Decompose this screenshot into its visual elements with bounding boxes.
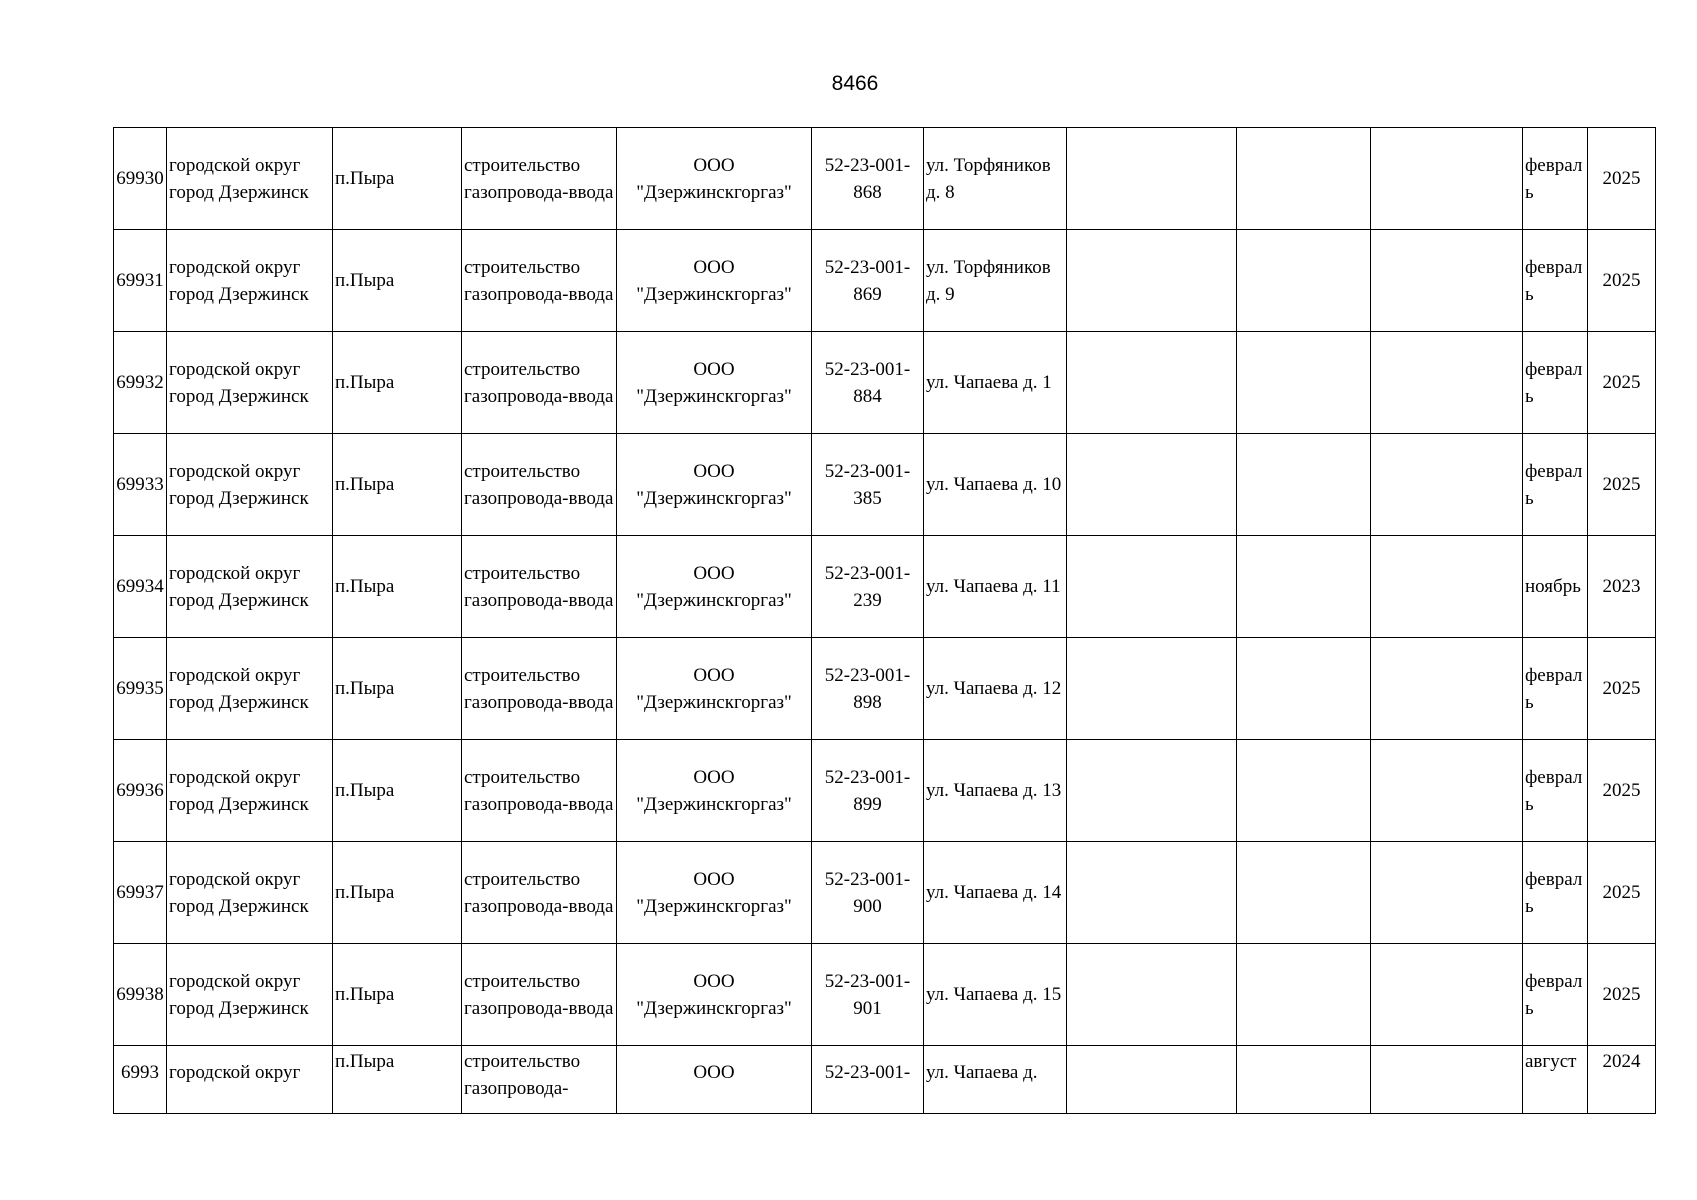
organization-text: "Дзержинскгоргаз" — [636, 691, 792, 713]
code-text: 52-23-001- — [824, 460, 911, 482]
municipality-cell — [167, 740, 333, 842]
empty-cell — [1067, 740, 1237, 842]
empty-cell — [1371, 434, 1523, 536]
municipality-text: городской округ — [169, 1062, 301, 1083]
year-text: 2025 — [1602, 678, 1641, 699]
empty-cell — [1237, 536, 1371, 638]
empty-cell — [1067, 944, 1237, 1046]
row-id-text: 69936 — [116, 780, 164, 801]
address-text: ул. Чапаева д. 14 — [926, 882, 1062, 903]
row-id-text: 69932 — [116, 372, 164, 393]
address-cell — [924, 230, 1067, 332]
code-cell — [812, 536, 924, 638]
registry-table — [113, 127, 1656, 1114]
code-text: 239 — [853, 589, 882, 611]
settlement-text: п.Пыра — [335, 576, 395, 597]
row-id-cell — [114, 1046, 167, 1114]
settlement-cell — [333, 944, 462, 1046]
table-row — [114, 332, 1656, 434]
code-text: 385 — [853, 487, 882, 509]
row-id-cell — [114, 332, 167, 434]
row-id-cell — [114, 638, 167, 740]
code-cell — [812, 740, 924, 842]
settlement-text: п.Пыра — [335, 882, 395, 903]
work-type-text: строительство газопровода-ввода — [464, 664, 614, 713]
month-text: февраль — [1525, 766, 1583, 815]
organization-text: ООО — [693, 154, 735, 176]
code-cell — [812, 230, 924, 332]
organization-text: ООО — [693, 664, 735, 686]
month-cell — [1523, 230, 1588, 332]
address-cell — [924, 128, 1067, 230]
code-cell — [812, 944, 924, 1046]
work-type-cell — [462, 1046, 617, 1114]
empty-cell — [1067, 842, 1237, 944]
empty-cell — [1067, 434, 1237, 536]
empty-cell — [1237, 332, 1371, 434]
address-text: ул. Чапаева д. — [926, 1062, 1038, 1083]
organization-text: ООО — [693, 460, 735, 482]
year-cell — [1588, 1046, 1656, 1114]
address-cell — [924, 944, 1067, 1046]
month-cell — [1523, 434, 1588, 536]
address-cell — [924, 842, 1067, 944]
municipality-text: городской округ город Дзержинск — [169, 256, 309, 305]
year-cell — [1588, 638, 1656, 740]
work-type-text: строительство газопровода-ввода — [464, 562, 614, 611]
code-text: 52-23-001- — [824, 664, 911, 686]
row-id-text: 6993 — [121, 1062, 159, 1083]
organization-cell — [617, 638, 812, 740]
code-cell — [812, 638, 924, 740]
municipality-text: городской округ город Дзержинск — [169, 664, 309, 713]
organization-text: "Дзержинскгоргаз" — [636, 181, 792, 203]
month-text: февраль — [1525, 256, 1583, 305]
empty-cell — [1067, 332, 1237, 434]
year-cell — [1588, 944, 1656, 1046]
municipality-cell — [167, 638, 333, 740]
row-id-text: 69933 — [116, 474, 164, 495]
settlement-cell — [333, 842, 462, 944]
settlement-cell — [333, 536, 462, 638]
organization-text: ООО — [693, 766, 735, 788]
address-cell — [924, 434, 1067, 536]
year-cell — [1588, 230, 1656, 332]
code-cell — [812, 842, 924, 944]
work-type-cell — [462, 332, 617, 434]
code-text: 52-23-001- — [824, 562, 911, 584]
organization-cell — [617, 1046, 812, 1114]
row-id-text: 69935 — [116, 678, 164, 699]
code-text: 52-23-001- — [824, 256, 911, 278]
empty-cell — [1237, 230, 1371, 332]
year-text: 2025 — [1602, 984, 1641, 1005]
row-id-text: 69937 — [116, 882, 164, 903]
municipality-cell — [167, 1046, 333, 1114]
settlement-cell — [333, 1046, 462, 1114]
year-text: 2025 — [1602, 372, 1641, 393]
organization-text: ООО — [693, 358, 735, 380]
month-text: август — [1525, 1051, 1577, 1072]
month-cell — [1523, 740, 1588, 842]
organization-cell — [617, 740, 812, 842]
row-id-cell — [114, 434, 167, 536]
organization-cell — [617, 332, 812, 434]
code-text: 900 — [853, 895, 882, 917]
code-text: 52-23-001- — [824, 358, 911, 380]
work-type-cell — [462, 434, 617, 536]
code-text: 899 — [853, 793, 882, 815]
month-cell — [1523, 638, 1588, 740]
year-text: 2024 — [1602, 1051, 1641, 1072]
work-type-text: строительство газопровода-ввода — [464, 970, 614, 1019]
code-text: 52-23-001- — [824, 868, 911, 890]
code-text: 901 — [853, 997, 882, 1019]
month-text: февраль — [1525, 970, 1583, 1019]
year-text: 2025 — [1602, 270, 1641, 291]
code-text: 868 — [853, 181, 882, 203]
settlement-cell — [333, 128, 462, 230]
empty-cell — [1237, 1046, 1371, 1114]
code-text: 52-23-001- — [824, 766, 911, 788]
row-id-text: 69930 — [116, 168, 164, 189]
year-text: 2025 — [1602, 474, 1641, 495]
settlement-cell — [333, 638, 462, 740]
address-cell — [924, 740, 1067, 842]
year-cell — [1588, 434, 1656, 536]
empty-cell — [1237, 434, 1371, 536]
organization-cell — [617, 536, 812, 638]
organization-text: "Дзержинскгоргаз" — [636, 895, 792, 917]
year-cell — [1588, 842, 1656, 944]
organization-cell — [617, 128, 812, 230]
month-text: ноябрь — [1525, 576, 1581, 597]
organization-text: ООО — [693, 1062, 735, 1083]
code-text: 869 — [853, 283, 882, 305]
row-id-cell — [114, 842, 167, 944]
row-id-cell — [114, 944, 167, 1046]
work-type-cell — [462, 842, 617, 944]
settlement-cell — [333, 434, 462, 536]
year-text: 2025 — [1602, 168, 1641, 189]
settlement-text: п.Пыра — [335, 474, 395, 495]
empty-cell — [1067, 128, 1237, 230]
settlement-cell — [333, 740, 462, 842]
row-id-text: 69931 — [116, 270, 164, 291]
table-row — [114, 740, 1656, 842]
organization-cell — [617, 944, 812, 1046]
organization-text: "Дзержинскгоргаз" — [636, 487, 792, 509]
settlement-text: п.Пыра — [335, 372, 395, 393]
organization-text: ООО — [693, 562, 735, 584]
table-row — [114, 842, 1656, 944]
table-row — [114, 1046, 1656, 1114]
year-text: 2023 — [1602, 576, 1641, 597]
settlement-text: п.Пыра — [335, 168, 395, 189]
registry-body — [114, 128, 1656, 1114]
empty-cell — [1067, 230, 1237, 332]
month-cell — [1523, 1046, 1588, 1114]
table-row — [114, 536, 1656, 638]
row-id-text: 69938 — [116, 984, 164, 1005]
row-id-cell — [114, 536, 167, 638]
organization-cell — [617, 842, 812, 944]
organization-text: "Дзержинскгоргаз" — [636, 793, 792, 815]
municipality-text: городской округ город Дзержинск — [169, 562, 309, 611]
code-text: 884 — [853, 385, 882, 407]
code-text: 52-23-001- — [824, 1062, 911, 1083]
organization-text: "Дзержинскгоргаз" — [636, 589, 792, 611]
organization-cell — [617, 434, 812, 536]
empty-cell — [1067, 536, 1237, 638]
organization-text: "Дзержинскгоргаз" — [636, 385, 792, 407]
code-text: 898 — [853, 691, 882, 713]
empty-cell — [1371, 638, 1523, 740]
settlement-text: п.Пыра — [335, 780, 395, 801]
municipality-cell — [167, 842, 333, 944]
empty-cell — [1237, 842, 1371, 944]
empty-cell — [1237, 638, 1371, 740]
work-type-cell — [462, 230, 617, 332]
settlement-text: п.Пыра — [335, 984, 395, 1005]
organization-cell — [617, 230, 812, 332]
year-cell — [1588, 128, 1656, 230]
address-text: ул. Чапаева д. 11 — [926, 576, 1061, 597]
month-text: февраль — [1525, 358, 1583, 407]
settlement-text: п.Пыра — [335, 270, 395, 291]
municipality-text: городской округ город Дзержинск — [169, 970, 309, 1019]
work-type-text: строительство газопровода-ввода — [464, 868, 614, 917]
work-type-text: строительство газопровода- — [464, 1051, 581, 1099]
year-cell — [1588, 740, 1656, 842]
municipality-text: городской округ город Дзержинск — [169, 766, 309, 815]
month-text: февраль — [1525, 868, 1583, 917]
work-type-cell — [462, 944, 617, 1046]
work-type-text: строительство газопровода-ввода — [464, 766, 614, 815]
address-text: ул. Чапаева д. 13 — [926, 780, 1062, 801]
address-cell — [924, 536, 1067, 638]
address-text: ул. Торфяников д. 9 — [926, 256, 1051, 305]
settlement-cell — [333, 332, 462, 434]
work-type-text: строительство газопровода-ввода — [464, 358, 614, 407]
municipality-text: городской округ город Дзержинск — [169, 358, 309, 407]
municipality-cell — [167, 128, 333, 230]
work-type-cell — [462, 536, 617, 638]
empty-cell — [1237, 944, 1371, 1046]
settlement-text: п.Пыра — [335, 1051, 395, 1072]
address-text: ул. Чапаева д. 10 — [926, 474, 1062, 495]
empty-cell — [1371, 230, 1523, 332]
address-text: ул. Чапаева д. 15 — [926, 984, 1062, 1005]
month-cell — [1523, 842, 1588, 944]
month-text: февраль — [1525, 664, 1583, 713]
table-row — [114, 434, 1656, 536]
work-type-cell — [462, 740, 617, 842]
empty-cell — [1371, 1046, 1523, 1114]
empty-cell — [1371, 332, 1523, 434]
empty-cell — [1067, 638, 1237, 740]
row-id-cell — [114, 740, 167, 842]
empty-cell — [1371, 536, 1523, 638]
year-text: 2025 — [1602, 882, 1641, 903]
month-text: февраль — [1525, 460, 1583, 509]
table-row — [114, 230, 1656, 332]
municipality-cell — [167, 536, 333, 638]
code-cell — [812, 434, 924, 536]
empty-cell — [1237, 128, 1371, 230]
organization-text: "Дзержинскгоргаз" — [636, 283, 792, 305]
month-text: февраль — [1525, 154, 1583, 203]
address-text: ул. Торфяников д. 8 — [926, 154, 1051, 203]
municipality-cell — [167, 230, 333, 332]
year-cell — [1588, 536, 1656, 638]
municipality-text: городской округ город Дзержинск — [169, 868, 309, 917]
address-cell — [924, 638, 1067, 740]
empty-cell — [1371, 842, 1523, 944]
settlement-cell — [333, 230, 462, 332]
municipality-cell — [167, 332, 333, 434]
empty-cell — [1067, 1046, 1237, 1114]
table-row — [114, 638, 1656, 740]
row-id-cell — [114, 230, 167, 332]
table-row — [114, 944, 1656, 1046]
work-type-text: строительство газопровода-ввода — [464, 154, 614, 203]
organization-text: ООО — [693, 256, 735, 278]
work-type-cell — [462, 128, 617, 230]
work-type-cell — [462, 638, 617, 740]
empty-cell — [1237, 740, 1371, 842]
page-number: 8466 — [831, 72, 879, 95]
month-cell — [1523, 332, 1588, 434]
code-text: 52-23-001- — [824, 154, 911, 176]
code-cell — [812, 128, 924, 230]
month-cell — [1523, 128, 1588, 230]
organization-text: "Дзержинскгоргаз" — [636, 997, 792, 1019]
table-row — [114, 128, 1656, 230]
municipality-text: городской округ город Дзержинск — [169, 154, 309, 203]
empty-cell — [1371, 128, 1523, 230]
municipality-cell — [167, 944, 333, 1046]
address-cell — [924, 332, 1067, 434]
year-text: 2025 — [1602, 780, 1641, 801]
address-cell — [924, 1046, 1067, 1114]
code-cell — [812, 1046, 924, 1114]
code-text: 52-23-001- — [824, 970, 911, 992]
year-cell — [1588, 332, 1656, 434]
month-cell — [1523, 944, 1588, 1046]
month-cell — [1523, 536, 1588, 638]
address-text: ул. Чапаева д. 12 — [926, 678, 1062, 699]
organization-text: ООО — [693, 970, 735, 992]
empty-cell — [1371, 740, 1523, 842]
code-cell — [812, 332, 924, 434]
organization-text: ООО — [693, 868, 735, 890]
settlement-text: п.Пыра — [335, 678, 395, 699]
work-type-text: строительство газопровода-ввода — [464, 460, 614, 509]
row-id-cell — [114, 128, 167, 230]
municipality-cell — [167, 434, 333, 536]
work-type-text: строительство газопровода-ввода — [464, 256, 614, 305]
municipality-text: городской округ город Дзержинск — [169, 460, 309, 509]
address-text: ул. Чапаева д. 1 — [926, 372, 1052, 393]
row-id-text: 69934 — [116, 576, 164, 597]
empty-cell — [1371, 944, 1523, 1046]
